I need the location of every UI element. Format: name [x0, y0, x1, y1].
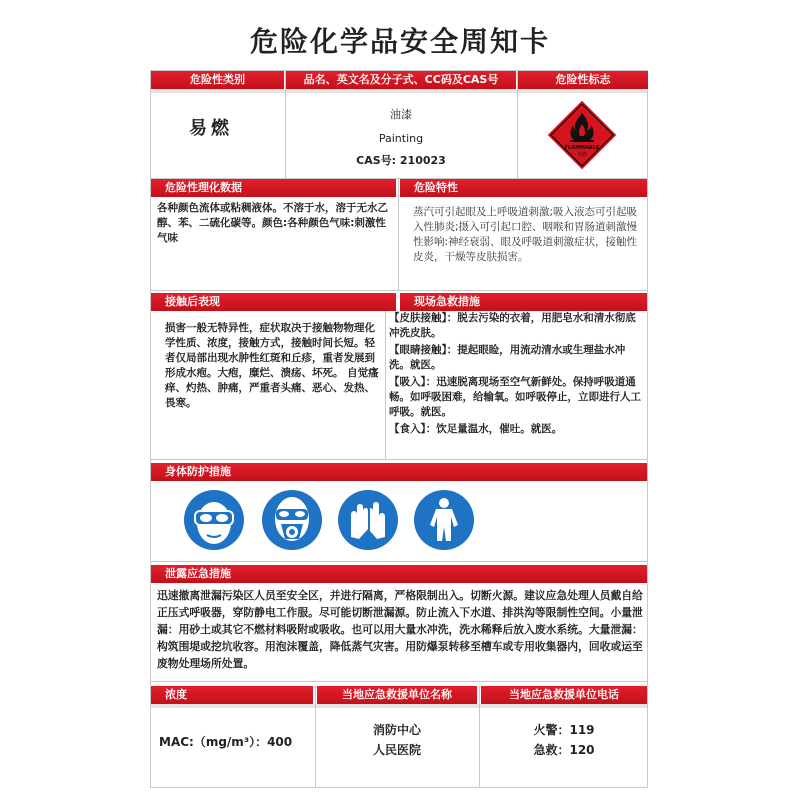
divider	[151, 561, 647, 562]
divider	[517, 71, 518, 179]
divider	[479, 686, 480, 788]
spill-emergency-text: 迅速撤离泄漏污染区人员至安全区，并进行隔离，严格限制出入。切断火源。建议应急处理人员戴自给正压式呼吸器，穿防静电工作服。尽可能切断泄漏源。防止流入下水道、排洪沟等限制性空间。小量泄漏：用砂土或其它不燃材料吸附或吸收。也可以用大量水冲洗，洗水稀释后放入废水系统。大量泄漏：构筑围堤或挖坑收容。用泡沫覆盖，降低蒸气灾害。用防爆泵转移至槽车或专用收集器内，回收或运至废物处理场所处置。	[157, 589, 643, 670]
exposure-symptoms-text: 损害一般无特异性，症状取决于接触物物理化学性质、浓度，接触方式，接触时间长短。轻者仅局部出现水肿性红斑和丘疹，重者发展到形成水疱。大疱，糜烂、溃疡、坏死。 自觉瘙痒、灼热、肿痛，严重者头痛、恶心、发热、畏寒。	[165, 322, 379, 409]
emergency-phone-header: 当地应急救援单位电话	[481, 686, 647, 704]
safety-card	[150, 70, 648, 788]
hazard-sign-header: 危险性标志	[518, 71, 648, 89]
hazard-class-value: 易燃	[189, 118, 233, 139]
phone-fire: 火警：119	[533, 723, 595, 737]
footer-strip	[151, 704, 647, 708]
product-en-name: Painting	[378, 132, 424, 145]
divider	[151, 290, 647, 291]
first-aid-inhalation: 【吸入】：迅速脱离现场至空气新鲜处。保持呼吸道通畅。如呼吸困难，给输氧。如呼吸停止，立即进行人工呼吸。就医。	[389, 376, 641, 418]
body-protection-header: 身体防护措施	[151, 463, 647, 481]
hazard-properties-text: 蒸汽可引起眼及上呼吸道刺激;吸入液态可引起吸入性肺炎;摄入可引起口腔、咽喉和胃肠道刺激慢性影响:神经衰弱、眼及呼吸道刺激症状，接触性皮炎，干燥等皮肤损害。	[413, 206, 638, 263]
flammable-diamond-icon	[546, 99, 618, 171]
phone-ambulance: 急救：120	[533, 743, 595, 757]
divider	[151, 459, 647, 460]
gloves-icon	[337, 489, 399, 551]
cas-number: CAS号: 210023	[356, 154, 446, 167]
goggles-icon	[183, 489, 245, 551]
mac-value: MAC:（mg/m³）：400	[159, 735, 293, 749]
hazard-properties-header: 危险特性	[400, 179, 647, 197]
divider	[285, 71, 286, 179]
first-aid-eyes: 【眼睛接触】：提起眼睑，用流动清水或生理盐水冲洗。就医。	[389, 344, 626, 371]
unit-fire-center: 消防中心	[372, 723, 421, 737]
unit-hospital: 人民医院	[372, 743, 421, 757]
physchem-data-text: 各种颜色流体或粘稠液体。不溶于水，溶于无水乙醇、苯、二硫化碳等。颜色:各种颜色气味:刺激性气味	[157, 202, 388, 244]
exposure-symptoms-header: 接触后表现	[151, 293, 396, 311]
header-strip	[151, 89, 647, 93]
flammable-cn-label: 易燃	[576, 152, 587, 158]
divider	[398, 179, 399, 291]
gas-mask-icon	[261, 489, 323, 551]
first-aid-list	[389, 311, 643, 437]
card-title: 危险化学品安全周知卡	[249, 25, 550, 58]
first-aid-ingestion: 【食入】：饮足量温水，催吐。就医。	[389, 423, 563, 435]
physchem-data-header: 危险性理化数据	[151, 179, 396, 197]
concentration-header: 浓度	[151, 686, 313, 704]
first-aid-header: 现场急救措施	[400, 293, 647, 311]
divider	[315, 686, 316, 788]
product-cn-name: 油漆	[390, 108, 412, 121]
emergency-unit-header: 当地应急救援单位名称	[317, 686, 477, 704]
protective-suit-icon	[413, 489, 475, 551]
hazard-class-header: 危险性类别	[151, 71, 284, 89]
product-info-header: 品名、英文名及分子式、CC码及CAS号	[286, 71, 516, 89]
spill-emergency-header: 泄露应急措施	[151, 565, 647, 583]
divider	[151, 681, 647, 682]
divider	[385, 311, 386, 459]
flammable-label: FLAMMABLE	[564, 145, 600, 151]
first-aid-skin: 【皮肤接触】：脱去污染的衣着，用肥皂水和清水彻底冲洗皮肤。	[389, 312, 636, 339]
